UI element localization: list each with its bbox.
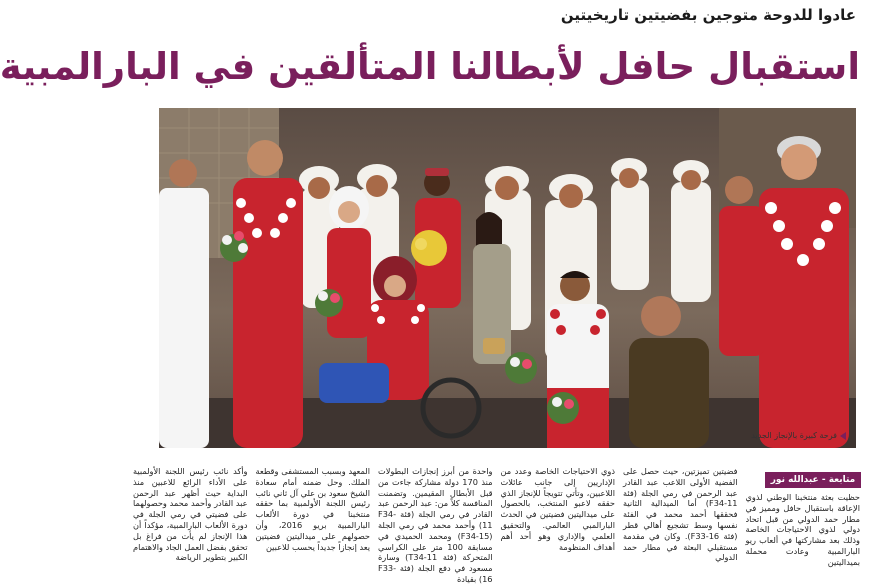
article-columns	[133, 466, 860, 584]
article-column-5: المعهد وبسبب المستشفى وقطعة الملك. وحل ضمنه أمام سعادة الشيخ سعود بن علي آل ثاني نائب رئيس اللجنة الأولمبية بما حققه منتخبنا في دورة الألعاب البارالمبية بريو 2016، وأن حصولهم على ميداليتين فضيتين يعد إنجازاً جديداً يحسب للاعبين	[255, 466, 370, 552]
article-column-6: وأكد نائب رئيس اللجنة الأولمبية على الأداء الرائع للاعبين منذ البداية حيث أظهر عبد الرحمن عبد القادر وأحمد محمد وحصولهما على فضيتي في رمي الجلة في دورة الألعاب البارالمبية، مؤكداً أن هذا الإنجاز لم يأت من فراغ بل تحقق بفضل العمل الجاد والاهتمام الكبير بتطوير الرياضة	[133, 466, 248, 563]
byline-badge: متابعة - عبدالله نور	[765, 472, 861, 488]
kicker-subtitle: عادوا للدوحة متوجين بفضيتين تاريخيتين	[560, 6, 856, 24]
caption-marker-icon	[840, 432, 846, 440]
photo-illustration	[159, 108, 856, 448]
photo-caption	[751, 431, 846, 440]
article-column-4: واحدة من أبرز إنجازات البطولات منذ 170 دولة مشاركة جاءت من قبل الأبطال المقيمين. وتضمنت المنافسة كلاً من: عبد الرحمن عبد القادر في رمي الجلة (فئة F34-11) وأحمد محمد في رمي الجلة (F34-15) ومحمد الحميدي في مسابقة 100 متر على الكراسي المتحركة (فئة T34-11) وسارة مسعود في دفع الجلة (فئة F33-16) بقيادة	[378, 466, 493, 584]
article-column-1: حظيت بعثة منتخبنا الوطني لذوي الإعاقة باستقبال حافل ومميز في مطار حمد الدولي من قبل اتحاد دولي لذوي الاحتياجات الخاصة وذلك بعد مشاركتها في ألعاب ريو البارالمبية وعادت محملة بميداليتين	[745, 492, 860, 567]
article-column-2: فضيتين تميزتين، حيث حصل على الفضية الأولى اللاعب عبد القادر عبد الرحمن في رمي الجلة (فئة F34-11) أما الميدالية الثانية فحققها أحمد محمد في الفئة نفسها وسط تشجيع أهالي قطر (فئة F33-16). وكان في مقدمة مستقبلي البعثة في مطار حمد الدولي	[623, 466, 738, 563]
headline: استقبال حافل لأبطالنا المتألقين في البارالمبية	[0, 45, 860, 88]
photo-caption-text: فرحة كبيرة بالإنجاز الجديد	[751, 431, 837, 440]
team-reception-photo	[159, 108, 856, 448]
article-column-3: ذوي الاحتياجات الخاصة وعدد من الإداريين إلى جانب عائلات اللاعبين، وتأتي تتويجاً للإنجاز الذي حققه لاعبو المنتخب، بالحصول على ميداليتين فضيتين في الحدث البارالمبي العالمي. والتحقيق العلمي والإداري وهو أحد أهم أهداف المنظومة	[500, 466, 615, 552]
